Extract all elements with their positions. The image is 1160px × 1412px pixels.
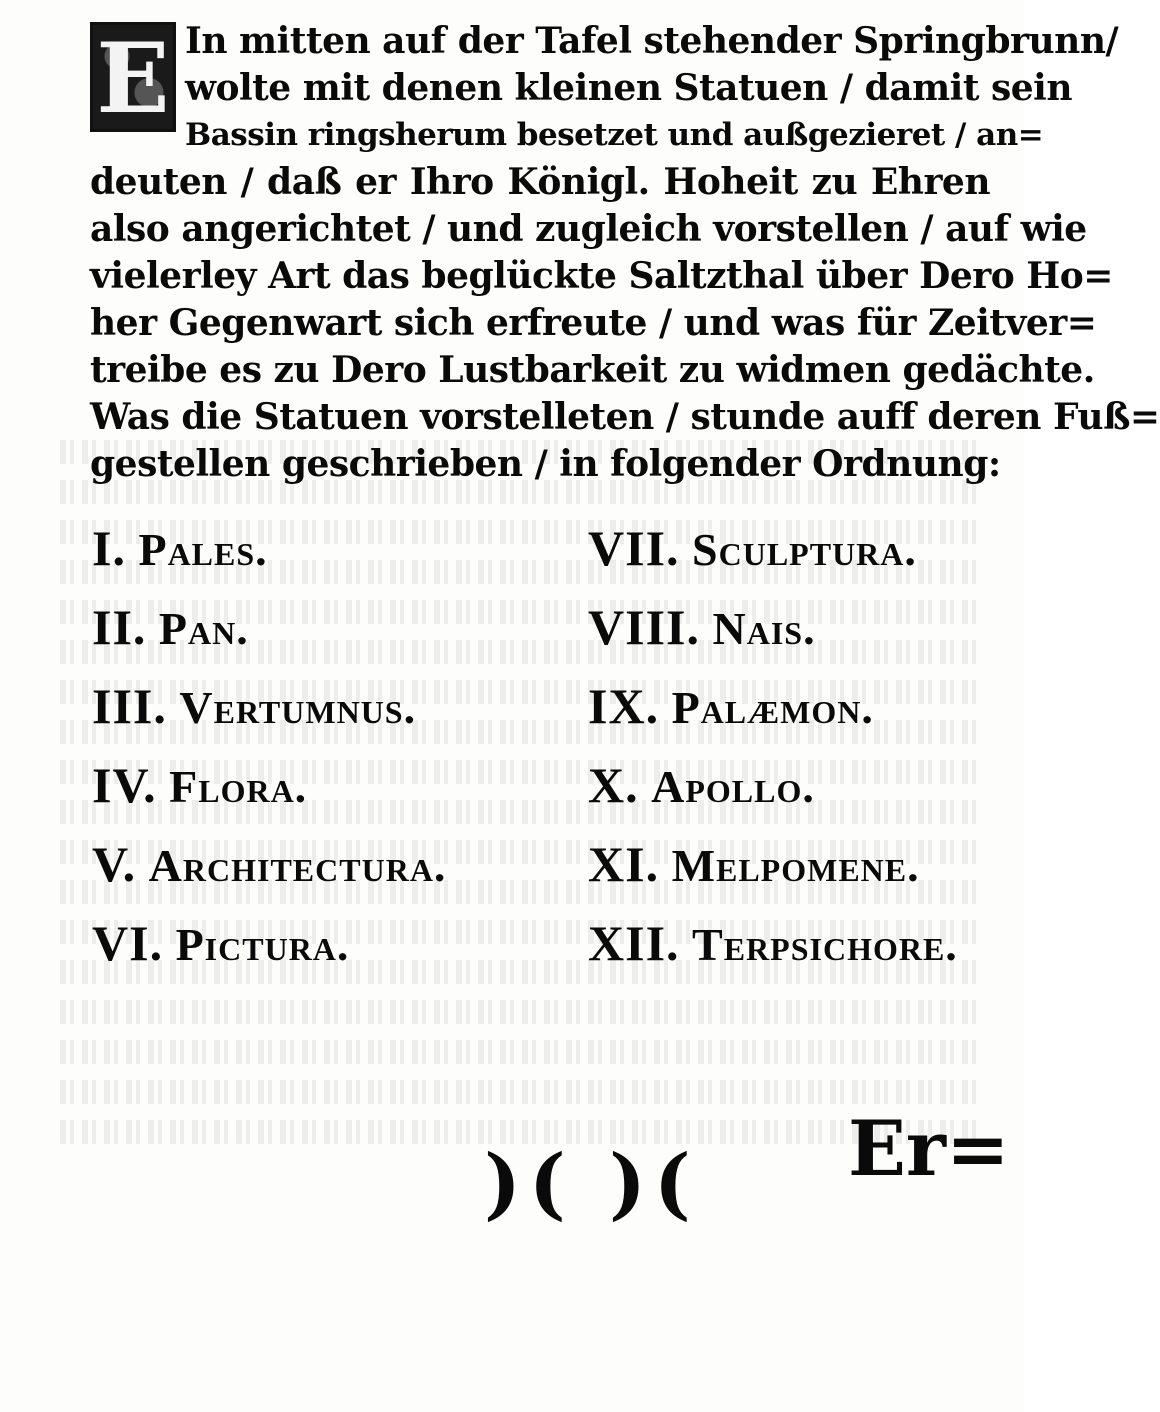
statue-number: I. — [92, 520, 126, 576]
statue-number: XII. — [588, 915, 680, 971]
statue-number: XI. — [588, 836, 660, 892]
paragraph-line: gestellen geschrieben / in folgender Ordnung: — [90, 443, 1001, 485]
paragraph-line: vielerley Art das beglückte Saltzthal über Dero Ho= — [90, 255, 1113, 297]
statue-name: Architectura. — [148, 840, 447, 891]
list-item — [92, 518, 446, 597]
statue-number: V. — [92, 836, 137, 892]
paragraph-line: wolte mit denen kleinen Statuen / damit sein — [185, 67, 1073, 109]
list-item — [588, 676, 958, 755]
statue-name: Terpsichore. — [692, 919, 958, 970]
paragraph-line: her Gegenwart sich erfreute / und was für Zeitver= — [90, 302, 1097, 344]
list-item — [588, 597, 958, 676]
paragraph-line: deuten / daß er Ihro Königl. Hoheit zu Ehren — [90, 161, 990, 203]
paragraph-line: also angerichtet / und zugleich vorstellen / auf wie — [90, 208, 1087, 250]
statue-name: Palæmon. — [671, 682, 874, 733]
paragraph-line: treibe es zu Dero Lustbarkeit zu widmen gedächte. — [90, 349, 1095, 391]
list-item — [588, 913, 958, 992]
catchword: Er= — [848, 1104, 1010, 1193]
paragraph-line: In mitten auf der Tafel stehender Springbrunn/ — [185, 20, 1119, 62]
statue-name: Melpomene. — [671, 840, 920, 891]
list-item — [92, 755, 446, 834]
statue-number: IX. — [588, 678, 660, 734]
intro-paragraph — [90, 18, 1160, 488]
statue-name: Pales. — [138, 524, 268, 575]
statue-list-left-column — [92, 518, 446, 992]
statue-number: IV. — [92, 757, 157, 813]
statue-number: VIII. — [588, 599, 700, 655]
statue-number: III. — [92, 678, 167, 734]
list-item — [588, 518, 958, 597]
paragraph-line: Bassin ringsherum besetzet und außgezieret / an= — [185, 117, 1044, 153]
list-item — [92, 913, 446, 992]
statue-number: VII. — [588, 520, 680, 576]
list-item — [92, 597, 446, 676]
statue-name: Flora. — [169, 761, 308, 812]
ornament-divider: )( )( — [484, 1138, 699, 1229]
statue-number: II. — [92, 599, 147, 655]
list-item — [588, 755, 958, 834]
statue-name: Vertumnus. — [179, 682, 417, 733]
statue-list-right-column — [588, 518, 958, 992]
statue-name: Nais. — [712, 603, 816, 654]
statue-name: Apollo. — [651, 761, 815, 812]
list-item — [92, 834, 446, 913]
list-item — [588, 834, 958, 913]
decorated-initial: E — [90, 22, 176, 132]
statue-name: Pan. — [158, 603, 249, 654]
list-item — [92, 676, 446, 755]
statue-number: VI. — [92, 915, 164, 971]
statue-name: Pictura. — [175, 919, 350, 970]
paragraph-line: Was die Statuen vorstelleten / stunde auff deren Fuß= — [90, 396, 1160, 438]
statue-number: X. — [588, 757, 639, 813]
statue-name: Sculptura. — [692, 524, 917, 575]
